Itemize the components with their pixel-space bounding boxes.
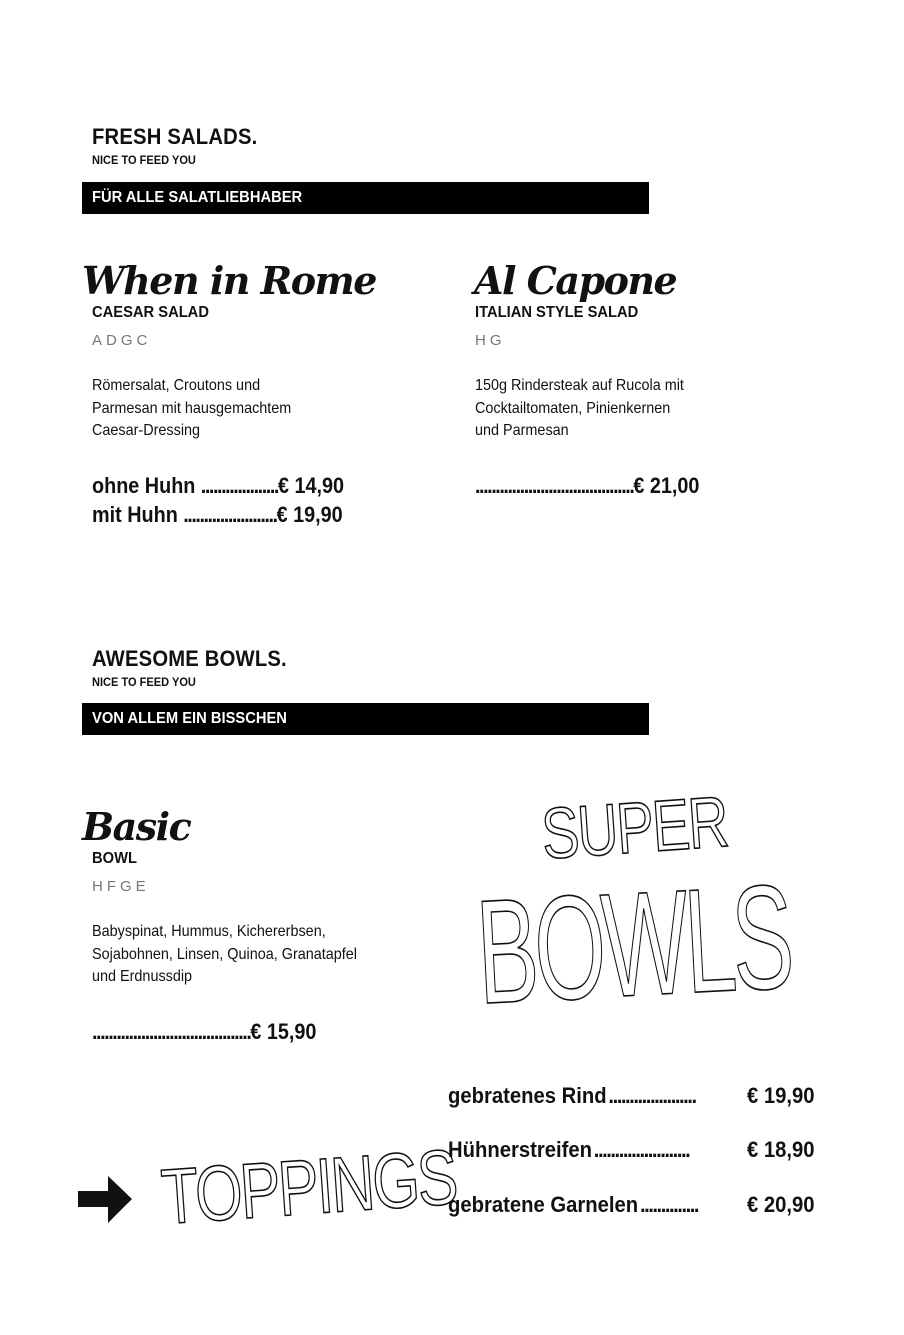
bowls-text: BOWLS [472,855,794,1036]
desc-line: und Parmesan [475,422,569,439]
leader-dots: ..................... [608,1083,696,1108]
leader-dots: ....................................... [92,1019,251,1044]
desc-line: 150g Rindersteak auf Rucola mit [475,377,684,394]
dish-description [475,375,684,443]
dish-description [92,375,291,443]
bowls-section-subtitle: NICE TO FEED YOU [92,675,196,689]
toppings-lettering [155,1128,459,1241]
salads-section-title: FRESH SALADS. [92,124,258,149]
dish-type: CAESAR SALAD [92,304,209,321]
leader-dots: ....................... [183,502,277,527]
desc-line: Römersalat, Croutons und [92,377,261,394]
leader-dots: ....................................... [475,473,634,498]
price-line [92,473,344,499]
dish-type: BOWL [92,850,137,867]
topping-price: € 19,90 [747,1083,815,1108]
salads-banner [82,182,649,214]
desc-line: Babyspinat, Hummus, Kichererbsen, [92,923,326,940]
bowls-banner-label: VON ALLEM EIN BISSCHEN [92,710,287,727]
price-line [475,473,699,499]
desc-line: Sojabohnen, Linsen, Quinoa, Granatapfel [92,945,357,963]
topping-item [448,1083,815,1109]
bowls-banner [82,703,649,735]
super-bowls-lettering [470,770,820,1036]
toppings-text: TOPPINGS [158,1133,459,1241]
dish-basic [82,804,191,849]
topping-name: Hühnerstreifen [448,1137,592,1162]
topping-item [448,1192,815,1218]
price-line [92,502,343,528]
price-value: € 21,00 [633,473,700,498]
leader-dots: .............. [639,1192,699,1217]
topping-item [448,1137,815,1163]
dish-when-in-rome [82,258,376,303]
allergen-codes: HG [475,332,506,349]
dish-description [92,921,357,989]
price-value: € 14,90 [277,473,345,498]
dish-type: ITALIAN STYLE SALAD [475,304,639,321]
price-label: ohne Huhn [92,473,196,498]
allergen-codes: HFGE [92,878,150,895]
topping-name: gebratenes Rind [448,1083,607,1108]
salads-banner-label: FÜR ALLE SALATLIEBHABER [92,189,303,206]
topping-price: € 18,90 [747,1137,815,1162]
desc-line: Parmesan mit hausgemachtem [92,399,292,417]
price-label: mit Huhn [92,502,178,527]
allergen-codes: ADGC [92,332,152,349]
dish-name: Basic [82,804,191,849]
price-value: € 15,90 [250,1019,317,1044]
topping-name: gebratene Garnelen [448,1192,639,1217]
salads-section-subtitle: NICE TO FEED YOU [92,153,196,167]
bowls-section-title: AWESOME BOWLS. [92,646,287,671]
leader-dots: ....................... [593,1137,690,1162]
dish-name: Al Capone [474,258,677,303]
price-value: € 19,90 [276,502,343,527]
super-text: SUPER [539,781,730,875]
desc-line: Cocktailtomaten, Pinienkernen [475,399,671,417]
dish-name: When in Rome [82,258,376,303]
topping-price: € 20,90 [747,1192,815,1217]
leader-dots: ................... [200,473,278,498]
price-line [92,1019,316,1045]
right-arrow-icon [76,1174,134,1226]
desc-line: und Erdnussdip [92,968,193,985]
dish-al-capone [474,258,677,303]
desc-line: Caesar-Dressing [92,422,201,439]
